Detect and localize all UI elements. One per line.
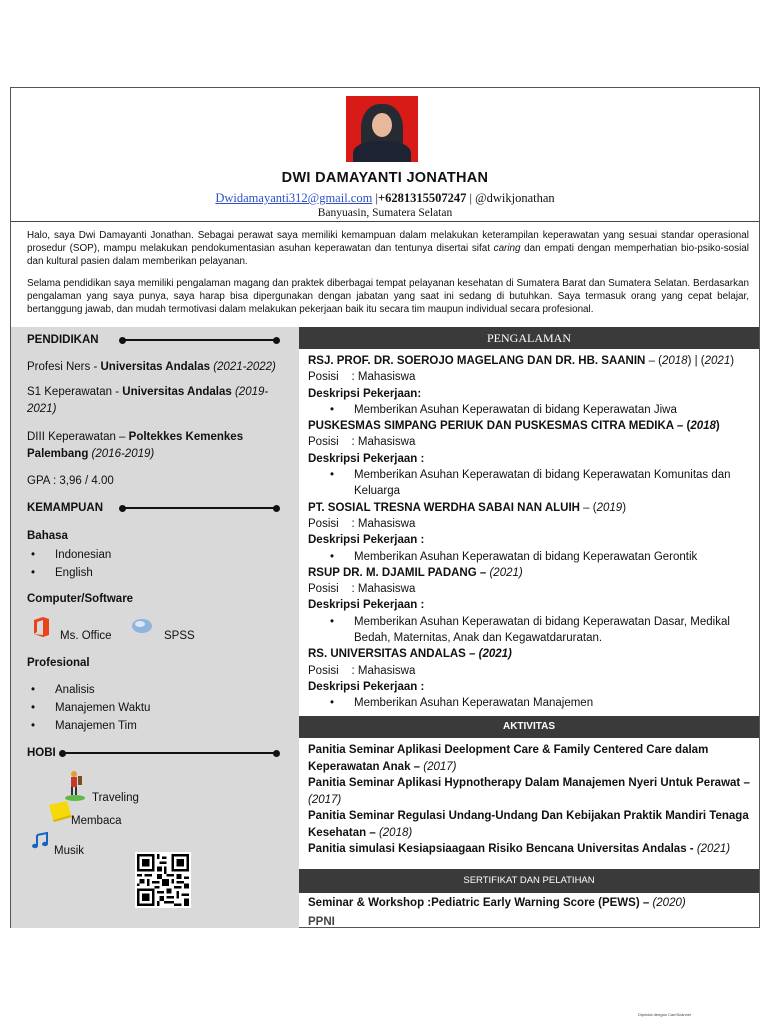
activity-item: Panitia Seminar Aplikasi Hypnotherapy Dalam Manajemen Nyeri Untuk Perawat – (2017) — [308, 777, 750, 806]
profesional-list — [31, 681, 150, 735]
edu-item: DIII Keperawatan – Poltekkes Kemenkes Palembang (2016-2019) — [27, 431, 244, 460]
experience-list — [308, 353, 756, 712]
exp-position: Posisi : Mahasiswa — [308, 583, 416, 596]
location: Banyuasin, Sumatera Selatan — [317, 207, 453, 219]
summary — [27, 229, 749, 316]
section-title-hobi: HOBI — [27, 747, 56, 759]
exp-desc: • Memberikan Asuhan Keperawatan di bidang Keperawatan Jiwa — [308, 402, 756, 418]
exp-desc: • Memberikan Asuhan Keperawatan di bidang Keperawatan Dasar, Medikal Bedah, Maternitas, Anak dan Kegawatdaruratan. — [308, 614, 756, 647]
exp-title: RSJ. PROF. DR. SOEROJO MAGELANG DAN DR. HB. SAANIN – (2018) | (2021) — [308, 355, 735, 367]
certificate-item: Seminar & Workshop :Pediatric Early Warning Score (PEWS) – (2020) — [308, 897, 686, 909]
exp-position: Posisi : Mahasiswa — [308, 371, 416, 384]
exp-title: RSUP DR. M. DJAMIL PADANG – (2021) — [308, 566, 523, 579]
exp-position: Posisi : Mahasiswa — [308, 436, 416, 449]
scanner-footer: Dipindai dengan CamScanner — [638, 1012, 692, 1017]
hobi-item: Musik — [54, 845, 85, 857]
bahasa-title: Bahasa — [27, 530, 68, 542]
exp-title: PT. SOSIAL TRESNA WERDHA SABAI NAN ALUIH – (2019) — [308, 501, 627, 514]
person-name: DWI DAMAYANTI JONATHAN — [281, 170, 489, 186]
exp-desc: • Memberikan Asuhan Keperawatan di bidang Keperawatan Gerontik — [308, 549, 756, 565]
right-panel — [299, 327, 759, 928]
activity-list — [308, 742, 756, 858]
resume-page — [10, 87, 760, 928]
section-title-kemampuan: KEMAMPUAN — [27, 502, 104, 514]
exp-title: PUSKESMAS SIMPANG PERIUK DAN PUSKESMAS CITRA MEDIKA – (2018) — [308, 420, 720, 433]
timeline-dot — [273, 505, 280, 512]
software-item: SPSS — [164, 630, 195, 642]
exp-desc-label: Deskripsi Pekerjaan : — [308, 680, 425, 693]
exp-position: Posisi : Mahasiswa — [308, 517, 416, 530]
list-item: • Indonesian — [31, 546, 111, 564]
section-title-aktivitas: AKTIVITAS — [299, 716, 759, 738]
exp-desc-label: Deskripsi Pekerjaan : — [308, 452, 425, 465]
summary-paragraph-2: Selama pendidikan saya memiliki pengalaman magang dan praktek diberbagai tempat pelayanan kesehatan di Sumatera Barat dan Sumatera Selatan. Berdasarkan pengalaman yang saya punya, saya harap bisa dipergunakan dengan jabatan yang saat ini sedang di butuhkan. Saya termasuk orang yang cepat belajar, bertanggung jawab, dan mudah termotivasi dalam melakukan pekerjaan baik itu secara tim maupun individual secara profesional. — [27, 277, 749, 316]
summary-paragraph-1 — [27, 229, 749, 269]
email-link[interactable]: Dwidamayanti312@gmail.com — [215, 191, 373, 205]
exp-desc-label: Deskripsi Pekerjaan : — [308, 599, 425, 612]
profile-photo — [346, 96, 418, 162]
exp-title: RS. UNIVERSITAS ANDALAS – (2021) — [308, 648, 512, 661]
hobi-item: Membaca — [71, 815, 122, 827]
list-item: • Analisis — [31, 681, 150, 699]
exp-desc: • Memberikan Asuhan Keperawatan di bidang Keperawatan Komunitas dan Keluarga — [308, 467, 756, 500]
software-item: Ms. Office — [60, 630, 112, 642]
qr-code-icon[interactable] — [135, 852, 191, 908]
summary-text: dan empati dengan memperhatian bio-psiko-sosial dan kultural pasien dalam memberikan pelayanan. — [27, 243, 749, 268]
list-item: • Manajemen Tim — [31, 717, 150, 735]
left-panel — [11, 327, 299, 928]
summary-italic: caring — [493, 243, 521, 255]
exp-desc: • Memberikan Asuhan Keperawatan Manajemen — [308, 695, 756, 711]
section-line — [121, 507, 277, 509]
phone-number: +6281315507247 — [377, 191, 467, 205]
activity-item: Panitia Seminar Aplikasi Deelopment Care & Family Centered Care dalam Keperawatan Anak – (2017) — [308, 744, 709, 773]
timeline-dot — [273, 750, 280, 757]
contact-line — [11, 191, 759, 206]
section-line — [61, 752, 277, 754]
list-item: • English — [31, 564, 111, 582]
section-title-pendidikan: PENDIDIKAN — [27, 334, 99, 346]
spss-icon — [131, 615, 153, 635]
certificate-org: PPNI — [308, 916, 335, 928]
social-handle: @dwikjonathan — [475, 191, 555, 205]
edu-item: S1 Keperawatan - Universitas Andalas (2019-2021) — [27, 386, 269, 415]
summary-text: Halo, saya Dwi Damayanti Jonathan. Sebagai perawat saya memiliki kemampuan dalam melakukan keterampilan keperawatan yang sesuai standar operasional prosedur (SOP), mampu melakukan pendokumentasian asuhan keperawatan dan tentunya disertai sifat — [27, 230, 749, 255]
edu-item: Profesi Ners - Universitas Andalas (2021-2022) — [27, 361, 276, 373]
section-title-sertifikat: SERTIFIKAT DAN PELATIHAN — [299, 869, 759, 893]
activity-item: Panitia Seminar Regulasi Undang-Undang Dan Kebijakan Praktik Mandiri Tenaga Kesehatan – (2018) — [308, 810, 749, 839]
music-note-icon — [31, 832, 49, 850]
section-line — [121, 339, 277, 341]
list-item: • Manajemen Waktu — [31, 699, 150, 717]
exp-desc-label: Deskripsi Pekerjaan : — [308, 534, 425, 547]
exp-desc-label: Deskripsi Pekerjaan: — [308, 387, 422, 400]
activity-item: Panitia simulasi Kesiapsiaagaan Risiko Bencana Universitas Andalas - (2021) — [308, 843, 731, 855]
bahasa-list — [31, 546, 111, 582]
hobi-item: Traveling — [92, 792, 139, 804]
divider — [11, 221, 759, 222]
traveling-icon — [64, 770, 88, 802]
profesional-title: Profesional — [27, 657, 90, 669]
exp-position: Posisi : Mahasiswa — [308, 664, 416, 677]
separator: | — [372, 191, 378, 205]
computer-title: Computer/Software — [27, 593, 134, 605]
gpa: GPA : 3,96 / 4.00 — [27, 475, 114, 487]
section-title-pengalaman: PENGALAMAN — [299, 327, 759, 349]
timeline-dot — [273, 337, 280, 344]
separator: | — [466, 191, 476, 205]
ms-office-icon — [31, 616, 51, 638]
